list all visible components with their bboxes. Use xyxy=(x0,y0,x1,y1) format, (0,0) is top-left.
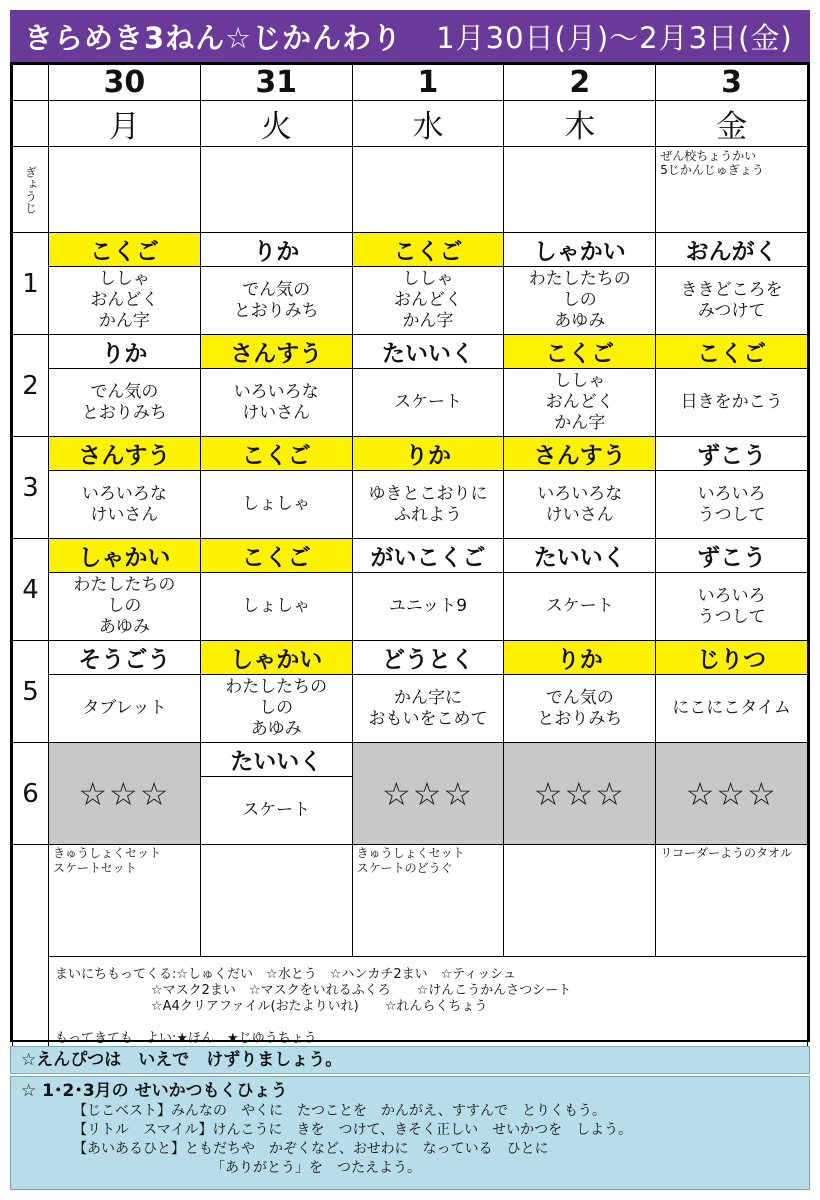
lesson-description: スケート xyxy=(352,369,504,437)
subject-cell: さんすう xyxy=(200,335,352,369)
period-6-subject-row xyxy=(13,743,808,777)
day-of-week: 火 xyxy=(200,101,352,147)
no-class-stars: ☆☆☆ xyxy=(352,743,504,845)
period-subject-row xyxy=(13,539,808,573)
lesson-description: わたしたちの しの あゆみ xyxy=(200,675,352,743)
items-cell xyxy=(504,845,656,957)
lesson-description: しょしゃ xyxy=(200,471,352,539)
items-row xyxy=(13,845,808,957)
lesson-description: にこにこタイム xyxy=(656,675,808,743)
lesson-description: ききどころを みつけて xyxy=(656,267,808,335)
period-desc-row xyxy=(13,471,808,539)
page-title: きらめき3ねん☆じかんわり xyxy=(24,20,403,55)
goal-line: 【あいあるひと】ともだちや かぞくなど、おせわに なっている ひとに xyxy=(73,1141,549,1157)
lesson-description: わたしたちの しの あゆみ xyxy=(49,573,201,641)
period-label: 2 xyxy=(13,335,49,437)
period-desc-row xyxy=(13,267,808,335)
items-cell: リコーダーようのタオル xyxy=(656,845,808,957)
subject-cell: こくご xyxy=(656,335,808,369)
title-bar xyxy=(10,10,810,62)
day-of-week-row xyxy=(13,101,808,147)
subject-cell: ずこう xyxy=(656,437,808,471)
notes-line: ☆マスク2まい ☆マスクをいれるふくろ ☆けんこうかんさつシート xyxy=(151,983,572,998)
reminder-text: ☆えんぴつは いえで けずりましょう。 xyxy=(21,1050,343,1070)
lesson-description: ユニット9 xyxy=(352,573,504,641)
day-number-row xyxy=(13,65,808,101)
subject-cell: こくご xyxy=(352,233,504,267)
events-cell xyxy=(352,147,504,233)
notes-row xyxy=(13,957,808,1061)
goal-line: 「ありがとう」を つたえよう。 xyxy=(211,1160,421,1176)
timetable xyxy=(10,62,810,1046)
lesson-description: でん気の とおりみち xyxy=(200,267,352,335)
subject-cell: しゃかい xyxy=(504,233,656,267)
items-cell: きゅうしょくセット スケートのどうぐ xyxy=(352,845,504,957)
period-label: 1 xyxy=(13,233,49,335)
lesson-description: わたしたちの しの あゆみ xyxy=(504,267,656,335)
period-label: 6 xyxy=(13,743,49,845)
subject-cell: たいいく xyxy=(352,335,504,369)
lesson-description: しょしゃ xyxy=(200,573,352,641)
lesson-description: ししゃ おんどく かん字 xyxy=(352,267,504,335)
events-cell xyxy=(200,147,352,233)
events-row xyxy=(13,147,808,233)
lesson-description: でん気の とおりみち xyxy=(504,675,656,743)
subject-cell: こくご xyxy=(504,335,656,369)
events-cell xyxy=(49,147,201,233)
lesson-description: ししゃ おんどく かん字 xyxy=(49,267,201,335)
subject-cell: さんすう xyxy=(504,437,656,471)
day-of-week: 水 xyxy=(352,101,504,147)
items-cell xyxy=(200,845,352,957)
subject-cell: こくご xyxy=(200,437,352,471)
lesson-description: スケート xyxy=(200,777,352,845)
lesson-description: ゆきとこおりに ふれよう xyxy=(352,471,504,539)
subject-cell: こくご xyxy=(49,233,201,267)
lesson-description: 日きをかこう xyxy=(656,369,808,437)
belongings-notes xyxy=(49,957,808,1061)
period-subject-row xyxy=(13,641,808,675)
lesson-description: いろいろ うつして xyxy=(656,573,808,641)
day-of-week: 金 xyxy=(656,101,808,147)
day-number: 30 xyxy=(49,65,201,101)
items-label-cell xyxy=(13,845,49,1061)
lesson-description: いろいろな けいさん xyxy=(504,471,656,539)
notes-line: ☆A4クリアファイル(おたよりいれ) ☆れんらくちょう xyxy=(151,999,488,1014)
subject-cell: さんすう xyxy=(49,437,201,471)
corner-cell xyxy=(13,65,49,101)
notes-line: もってきても よい:★ほん ★じゆうちょう xyxy=(55,1031,317,1046)
no-class-stars: ☆☆☆ xyxy=(656,743,808,845)
subject-cell: こくご xyxy=(200,539,352,573)
day-number: 1 xyxy=(352,65,504,101)
lesson-description: ししゃ おんどく かん字 xyxy=(504,369,656,437)
notes-line: まいにちもってくる:☆しゅくだい ☆水とう ☆ハンカチ2まい ☆ティッシュ xyxy=(55,967,516,982)
lesson-description: いろいろな けいさん xyxy=(49,471,201,539)
subject-cell: おんがく xyxy=(656,233,808,267)
day-number: 3 xyxy=(656,65,808,101)
goals-box xyxy=(10,1076,810,1190)
goals-title: ☆ 1･2･3月の せいかつもくひょう xyxy=(21,1081,288,1101)
reminder-box xyxy=(10,1046,810,1074)
period-subject-row xyxy=(13,233,808,267)
no-class-stars: ☆☆☆ xyxy=(504,743,656,845)
lesson-description: スケート xyxy=(504,573,656,641)
events-cell xyxy=(504,147,656,233)
events-label: ぎょうじ xyxy=(13,147,49,233)
corner-cell xyxy=(13,101,49,147)
subject-cell: りか xyxy=(504,641,656,675)
period-desc-row xyxy=(13,573,808,641)
subject-cell: ずこう xyxy=(656,539,808,573)
subject-cell: たいいく xyxy=(200,743,352,777)
subject-cell: じりつ xyxy=(656,641,808,675)
lesson-description: タブレット xyxy=(49,675,201,743)
day-of-week: 木 xyxy=(504,101,656,147)
lesson-description: いろいろ うつして xyxy=(656,471,808,539)
no-class-stars: ☆☆☆ xyxy=(49,743,201,845)
subject-cell: たいいく xyxy=(504,539,656,573)
items-cell: きゅうしょくセット スケートセット xyxy=(49,845,201,957)
subject-cell: がいこくご xyxy=(352,539,504,573)
period-label: 3 xyxy=(13,437,49,539)
day-of-week: 月 xyxy=(49,101,201,147)
subject-cell: しゃかい xyxy=(200,641,352,675)
lesson-description: かん字に おもいをこめて xyxy=(352,675,504,743)
subject-cell: しゃかい xyxy=(49,539,201,573)
goal-line: 【じこベスト】みんなの やくに たつことを かんがえ、すすんで とりくもう。 xyxy=(73,1103,606,1119)
period-subject-row xyxy=(13,437,808,471)
lesson-description: いろいろな けいさん xyxy=(200,369,352,437)
subject-cell: どうとく xyxy=(352,641,504,675)
period-desc-row xyxy=(13,369,808,437)
date-range: 1月30日(月)～2月3日(金) xyxy=(436,20,793,55)
period-subject-row xyxy=(13,335,808,369)
day-number: 31 xyxy=(200,65,352,101)
events-cell: ぜん校ちょうかい 5じかんじゅぎょう xyxy=(656,147,808,233)
period-label: 4 xyxy=(13,539,49,641)
goal-line: 【リトル スマイル】けんこうに きを つけて、きそく正しい せいかつを しよう。 xyxy=(73,1122,633,1138)
lesson-description: でん気の とおりみち xyxy=(49,369,201,437)
subject-cell: りか xyxy=(49,335,201,369)
day-number: 2 xyxy=(504,65,656,101)
subject-cell: りか xyxy=(352,437,504,471)
period-desc-row xyxy=(13,675,808,743)
period-label: 5 xyxy=(13,641,49,743)
subject-cell: りか xyxy=(200,233,352,267)
subject-cell: そうごう xyxy=(49,641,201,675)
